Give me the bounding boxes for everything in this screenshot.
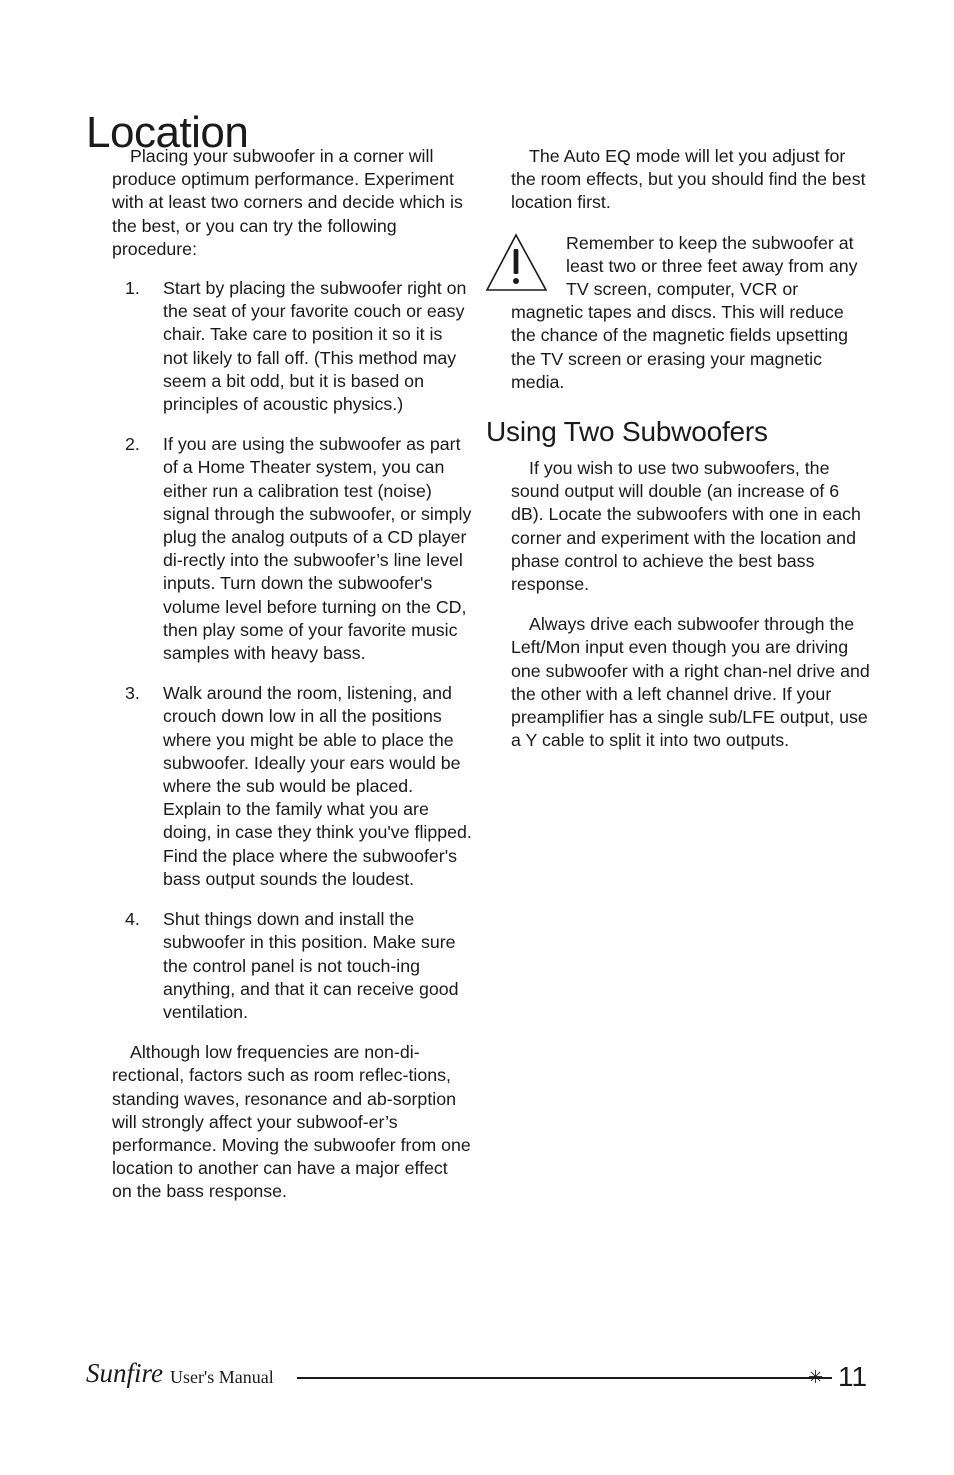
two-subs-paragraph-1: If you wish to use two subwoofers, the sound output will double (an increase of 6 dB). Locate the subwoofers with one in each corner and experiment with the location and phase control to achieve the best bass response. xyxy=(511,458,861,595)
procedure-list xyxy=(112,277,472,1024)
page-footer xyxy=(86,1358,866,1398)
list-item-text: If you are using the subwoofer as part of a Home Theater system, you can either run a calibration test (noise) signal through the subwoofer, or simply plug the analog outputs of a CD player di-rectly into the subwoofer’s line level inputs. Turn down the subwoofer's volume level before turning on the CD, then play some of your favorite music samples with heavy bass. xyxy=(163,434,472,664)
two-subs-paragraph-2: Always drive each subwoofer through the Left/Mon input even though you are driving one subwoofer with a right chan-nel drive and the other with a left channel drive. If your preamplifier has a single sub/LFE output, use a Y cable to split it into two outputs. xyxy=(511,614,870,751)
auto-eq-paragraph: The Auto EQ mode will let you adjust for the room effects, but you should find the best location first. xyxy=(511,146,866,213)
brand-logo: Sunfire xyxy=(86,1358,163,1388)
list-item-number: 1. xyxy=(125,278,140,299)
list-item-text: Shut things down and install the subwoofer in this position. Make sure the control panel is not touch-ing anything, and that it can receive good ventilation. xyxy=(163,909,459,1022)
list-item-number: 4. xyxy=(125,909,140,930)
list-item xyxy=(112,277,472,416)
list-item xyxy=(112,682,472,891)
section-heading: Using Two Subwoofers xyxy=(486,416,768,448)
intro-paragraph: Placing your subwoofer in a corner will produce optimum performance. Experiment with at least two corners and decide which is the best, or you can try the following procedure: xyxy=(112,146,463,259)
list-item xyxy=(112,908,472,1024)
star-icon: ✳ xyxy=(808,1367,824,1387)
closing-paragraph: Although low frequencies are non-di-rectional, factors such as room reflec-tions, standing waves, resonance and ab-sorption will strongly affect your subwoof-er’s performance. Moving the subwoofer from one location to another can have a major effect on the bass response. xyxy=(112,1042,471,1202)
right-column xyxy=(486,145,871,752)
list-item xyxy=(112,433,472,665)
list-item-text: Start by placing the subwoofer right on the seat of your favorite couch or easy chair. Take care to position it so it is not likely to fall off. (This method may seem a bit odd, but it is based on principles of acoustic physics.) xyxy=(163,278,467,415)
warning-text: Remember to keep the subwoofer at least two or three feet away from any TV screen, computer, VCR or magnetic tapes and discs. This will reduce the chance of the magnetic fields upsetting the TV screen or erasing your magnetic media. xyxy=(511,232,858,392)
page-title: Location xyxy=(86,108,249,158)
warning-note xyxy=(511,232,871,394)
footer-rule xyxy=(297,1377,832,1379)
manual-subtitle: User's Manual xyxy=(170,1367,274,1387)
list-item-number: 2. xyxy=(125,434,140,455)
page-number: 11 xyxy=(838,1361,868,1392)
left-column xyxy=(112,145,472,1204)
list-item-text: Walk around the room, listening, and crouch down low in all the positions where you might be able to place the subwoofer. Ideally your ears would be where the sub would be placed. Explain to the family what you are doing, in case they think you've flipped. Find the place where the subwoofer's bass output sounds the loudest. xyxy=(163,683,472,889)
warning-triangle-icon xyxy=(485,232,566,294)
list-item-number: 3. xyxy=(125,683,140,704)
